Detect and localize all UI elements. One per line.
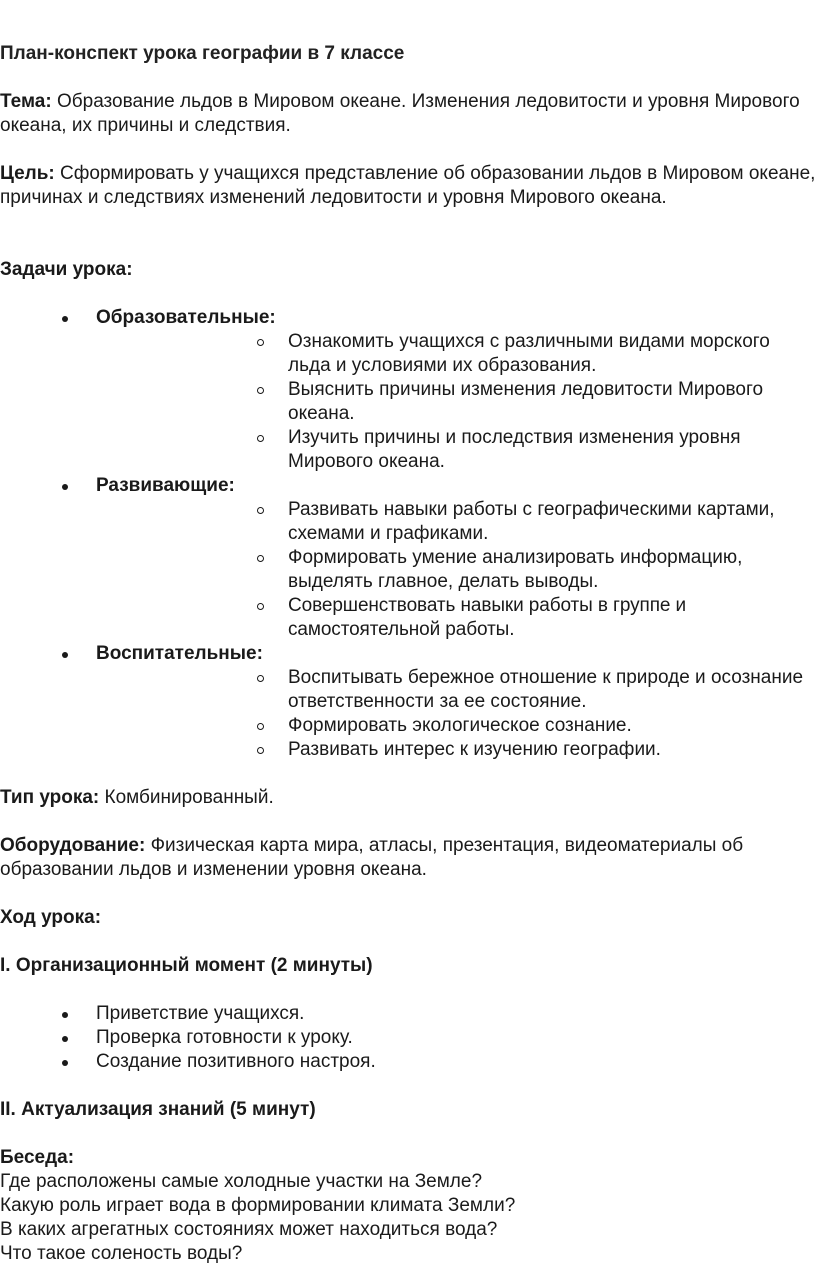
circle-bullet-icon — [257, 723, 264, 730]
lesson-type-paragraph — [0, 786, 816, 810]
lesson-flow-heading: Ход урока: — [0, 907, 102, 928]
spacer — [0, 762, 816, 786]
task-item-text: Ознакомить учащихся с различными видами морского льда и условиями их образования. — [288, 331, 770, 376]
list-item — [0, 1026, 816, 1050]
equipment-text: Физическая карта мира, атласы, презентация, видеоматериалы об образовании льдов и изменении уровня океана. — [0, 835, 744, 880]
question-line: Где расположены самые холодные участки на Земле? — [0, 1171, 483, 1192]
list-item — [96, 666, 816, 714]
spacer — [0, 882, 816, 906]
task-item-text: Воспитывать бережное отношение к природе и осознание ответственности за ее состояние. — [288, 667, 804, 712]
circle-bullet-icon — [257, 603, 264, 610]
spacer — [0, 66, 816, 90]
task-item-text: Развивать навыки работы с географическими картами, схемами и графиками. — [288, 499, 775, 544]
topic-text: Образование льдов в Мировом океане. Изменения ледовитости и уровня Мирового океана, их причины и следствия. — [0, 91, 800, 136]
circle-bullet-icon — [257, 339, 264, 346]
goal-text: Сформировать у учащихся представление об образовании льдов в Мировом океане, причинах и следствиях изменений ледовитости и уровня Мирового океана. — [0, 163, 816, 208]
list-item — [0, 642, 816, 762]
lesson-type-text: Комбинированный. — [99, 787, 274, 808]
task-sublist — [96, 330, 816, 474]
section1-item-text: Проверка готовности к уроку. — [96, 1027, 353, 1048]
circle-bullet-icon — [257, 555, 264, 562]
list-item — [96, 594, 816, 642]
section1-heading: I. Организационный момент (2 минуты) — [0, 955, 373, 976]
bullet-icon — [62, 484, 68, 490]
task-item-text: Формировать умение анализировать информацию, выделять главное, делать выводы. — [288, 547, 743, 592]
list-item — [96, 426, 816, 474]
question-line: Какую роль играет вода в формировании климата Земли? — [0, 1195, 516, 1216]
spacer — [0, 1122, 816, 1146]
list-item — [0, 1002, 816, 1026]
task-sublist — [96, 666, 816, 762]
topic-paragraph — [0, 90, 816, 138]
task-item-text: Формировать экологическое сознание. — [288, 715, 632, 736]
topic-label: Тема: — [0, 91, 52, 112]
spacer — [0, 1074, 816, 1098]
task-item-text: Изучить причины и последствия изменения уровня Мирового океана. — [288, 427, 741, 472]
task-group-label: Воспитательные: — [96, 643, 263, 664]
bullet-icon — [62, 316, 68, 322]
task-item-text: Развивать интерес к изучению географии. — [288, 739, 661, 760]
list-item — [96, 738, 816, 762]
list-item — [96, 498, 816, 546]
task-group-label: Образовательные: — [96, 307, 276, 328]
tasks-heading: Задачи урока: — [0, 259, 133, 280]
bullet-icon — [62, 1036, 68, 1042]
task-sublist — [96, 498, 816, 642]
list-item — [0, 306, 816, 474]
circle-bullet-icon — [257, 675, 264, 682]
spacer — [0, 810, 816, 834]
bullet-icon — [62, 1060, 68, 1066]
list-item — [0, 474, 816, 642]
bullet-icon — [62, 1012, 68, 1018]
circle-bullet-icon — [257, 387, 264, 394]
task-item-text: Выяснить причины изменения ледовитости Мирового океана. — [288, 379, 764, 424]
circle-bullet-icon — [257, 747, 264, 754]
lesson-type-label: Тип урока: — [0, 787, 100, 808]
list-item — [96, 330, 816, 378]
spacer — [0, 930, 816, 954]
goal-label: Цель: — [0, 163, 55, 184]
section1-item-text: Создание позитивного настроя. — [96, 1051, 376, 1072]
list-item — [96, 714, 816, 738]
equipment-label: Оборудование: — [0, 835, 146, 856]
spacer — [0, 978, 816, 1002]
task-item-text: Совершенствовать навыки работы в группе и самостоятельной работы. — [288, 595, 687, 640]
spacer — [0, 234, 816, 258]
question-line: Что такое соленость воды? — [0, 1243, 243, 1264]
list-item — [96, 378, 816, 426]
circle-bullet-icon — [257, 435, 264, 442]
equipment-paragraph — [0, 834, 816, 882]
circle-bullet-icon — [257, 507, 264, 514]
tasks-list — [0, 306, 816, 762]
goal-paragraph — [0, 162, 816, 234]
list-item — [96, 546, 816, 594]
conversation-label: Беседа: — [0, 1147, 75, 1168]
lesson-plan-document — [0, 42, 816, 1266]
question-line: В каких агрегатных состояниях может находиться вода? — [0, 1219, 498, 1240]
task-group-label: Развивающие: — [96, 475, 235, 496]
document-title: План-конспект урока географии в 7 классе — [0, 43, 405, 64]
section1-item-text: Приветствие учащихся. — [96, 1003, 305, 1024]
section1-list — [0, 1002, 816, 1074]
list-item — [0, 1050, 816, 1074]
spacer — [0, 282, 816, 306]
bullet-icon — [62, 652, 68, 658]
spacer — [0, 138, 816, 162]
section2-heading: II. Актуализация знаний (5 минут) — [0, 1099, 316, 1120]
